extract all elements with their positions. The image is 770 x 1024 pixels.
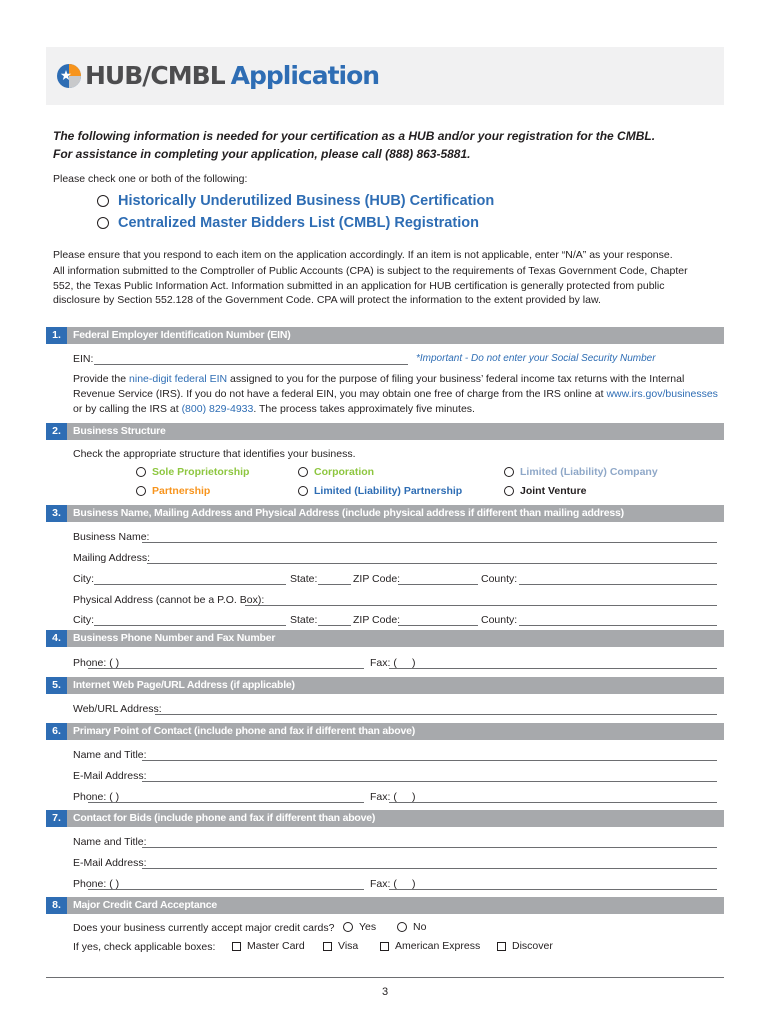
logo xyxy=(56,61,379,90)
ein-help-text: Provide the xyxy=(73,373,130,385)
option-label: Joint Venture xyxy=(520,485,587,497)
ein-help-text: assigned to you for the purpose of filing your business’ federal income tax returns with the Internal xyxy=(227,373,685,385)
instruction-paragraph-2: All information submitted to the Comptroller of Public Accounts (CPA) is subject to the requirements of Texas Government Code, Chapter 552, the Texas Public Information Act. Information submitted in an application for HUB certification is generally protected from public disclosure by Section 552.128 of the Government Code. CPA will protect the information to the extent provided by law. xyxy=(53,265,688,306)
mailing-address-input[interactable] xyxy=(147,563,717,564)
hub-certification-label: Historically Underutilized Business (HUB) Certification xyxy=(118,193,495,209)
option-label: Yes xyxy=(359,921,377,933)
intro-text xyxy=(53,127,655,163)
state-label: State: xyxy=(290,573,318,585)
section-title: Federal Employer Identification Number (EIN) xyxy=(73,329,291,341)
ein-help-line-3 xyxy=(73,403,475,415)
instruction-paragraph-1: Please ensure that you respond to each item on the application accordingly. If an item is not applicable, enter “N/A” as your response. xyxy=(53,249,673,261)
option-label: Partnership xyxy=(152,485,211,497)
bids-name-title-label: Name and Title: xyxy=(73,836,147,848)
llc-option[interactable] xyxy=(504,466,658,478)
ein-label: EIN: xyxy=(73,353,94,365)
ein-warning: *Important - Do not enter your Social Security Number xyxy=(416,353,656,364)
page-number: 3 xyxy=(381,986,389,998)
option-label: No xyxy=(413,921,427,933)
joint-venture-option[interactable] xyxy=(504,485,587,497)
bids-phone-label: Phone: ( ) xyxy=(73,878,120,890)
mastercard-checkbox[interactable] xyxy=(232,940,305,952)
checkbox-icon[interactable] xyxy=(380,942,389,951)
checkbox-icon[interactable] xyxy=(232,942,241,951)
ein-help-line-2 xyxy=(73,388,718,400)
county-label: County: xyxy=(481,573,518,585)
primary-email-input[interactable] xyxy=(142,781,717,782)
section-number: 4. xyxy=(46,630,67,647)
visa-checkbox[interactable] xyxy=(323,940,358,952)
brand-name: HUB/CMBL xyxy=(85,61,225,90)
county-input[interactable] xyxy=(519,584,717,585)
radio-circle-icon[interactable] xyxy=(298,486,308,496)
cmbl-registration-label: Centralized Master Bidders List (CMBL) Registration xyxy=(118,215,479,231)
web-url-label: Web/URL Address: xyxy=(73,703,162,715)
section-2-header xyxy=(46,423,724,440)
radio-circle-icon[interactable] xyxy=(504,467,514,477)
business-fax-input[interactable] xyxy=(389,668,717,669)
radio-circle-icon[interactable] xyxy=(504,486,514,496)
structure-instruction: Check the appropriate structure that identifies your business. xyxy=(73,448,356,460)
corporation-option[interactable] xyxy=(298,466,374,478)
intro-line-2: For assistance in completing your application, please call (888) 863-5881. xyxy=(53,147,471,161)
radio-circle-icon[interactable] xyxy=(298,467,308,477)
credit-yes-option[interactable] xyxy=(343,921,376,933)
ein-help-text: or by calling the IRS at xyxy=(73,403,182,415)
radio-circle-icon[interactable] xyxy=(397,922,407,932)
texas-star-icon xyxy=(56,63,82,89)
section-5-header xyxy=(46,677,724,694)
section-title: Business Structure xyxy=(73,425,166,437)
section-title: Business Phone Number and Fax Number xyxy=(73,632,276,644)
section-number: 8. xyxy=(46,897,67,914)
partnership-option[interactable] xyxy=(136,485,210,497)
primary-name-title-label: Name and Title: xyxy=(73,749,147,761)
primary-name-title-input[interactable] xyxy=(142,760,717,761)
bids-email-label: E-Mail Address: xyxy=(73,857,147,869)
city-label: City: xyxy=(73,614,94,626)
llp-option[interactable] xyxy=(298,485,462,497)
state-input[interactable] xyxy=(318,584,351,585)
business-phone-input[interactable] xyxy=(88,668,364,669)
section-number: 1. xyxy=(46,327,67,344)
irs-phone-link[interactable]: (800) 829-4933 xyxy=(181,403,254,415)
ein-help-text: Revenue Service (IRS). If you do not have a federal EIN, you may obtain one free of charge from the IRS online at xyxy=(73,388,607,400)
section-8-header xyxy=(46,897,724,914)
bids-phone-input[interactable] xyxy=(88,889,364,890)
option-label: Visa xyxy=(338,940,359,952)
irs-website-link[interactable]: www.irs.gov/businesses xyxy=(606,388,718,400)
primary-fax-label: Fax: ( xyxy=(370,791,397,803)
discover-checkbox[interactable] xyxy=(497,940,553,952)
physical-city-input[interactable] xyxy=(94,625,286,626)
option-label: Limited (Liability) Company xyxy=(520,466,658,478)
section-6-header xyxy=(46,723,724,740)
option-label: Limited (Liability) Partnership xyxy=(314,485,463,497)
section-number: 7. xyxy=(46,810,67,827)
check-instruction: Please check one or both of the following: xyxy=(53,173,248,185)
option-label: American Express xyxy=(395,940,481,952)
brand-application: Application xyxy=(230,61,380,90)
section-number: 2. xyxy=(46,423,67,440)
american-express-checkbox[interactable] xyxy=(380,940,480,952)
section-title: Primary Point of Contact (include phone and fax if different than above) xyxy=(73,725,416,737)
county-label: County: xyxy=(481,614,518,626)
fax-paren-close: ) xyxy=(412,791,416,803)
option-label: Master Card xyxy=(247,940,305,952)
section-title: Business Name, Mailing Address and Physical Address (include physical address if different than mailing address) xyxy=(73,507,624,519)
zip-label: ZIP Code: xyxy=(353,614,401,626)
physical-state-input[interactable] xyxy=(318,625,351,626)
fax-paren-close: ) xyxy=(412,657,416,669)
ein-help-line-1 xyxy=(73,373,684,385)
sole-proprietorship-option[interactable] xyxy=(136,466,249,478)
primary-phone-label: Phone: ( ) xyxy=(73,791,120,803)
business-fax-label: Fax: ( xyxy=(370,657,397,669)
physical-address-input[interactable] xyxy=(245,605,717,606)
option-label: Discover xyxy=(512,940,553,952)
zip-input[interactable] xyxy=(398,584,478,585)
web-url-input[interactable] xyxy=(155,714,717,715)
primary-fax-input[interactable] xyxy=(389,802,717,803)
physical-county-input[interactable] xyxy=(519,625,717,626)
business-name-input[interactable] xyxy=(142,542,717,543)
bids-fax-label: Fax: ( xyxy=(370,878,397,890)
section-number: 3. xyxy=(46,505,67,522)
card-types-label: If yes, check applicable boxes: xyxy=(73,941,216,953)
primary-phone-input[interactable] xyxy=(88,802,364,803)
physical-address-label: Physical Address (cannot be a P.O. Box): xyxy=(73,594,265,606)
cmbl-registration-option[interactable] xyxy=(97,215,479,231)
bids-fax-input[interactable] xyxy=(389,889,717,890)
section-number: 5. xyxy=(46,677,67,694)
section-title: Contact for Bids (include phone and fax if different than above) xyxy=(73,812,376,824)
section-title: Major Credit Card Acceptance xyxy=(73,899,217,911)
bids-name-title-input[interactable] xyxy=(142,847,717,848)
option-label: Corporation xyxy=(314,466,375,478)
nine-digit-ein-link[interactable]: nine-digit federal EIN xyxy=(129,373,228,385)
section-3-header xyxy=(46,505,724,522)
ein-input[interactable] xyxy=(94,364,408,365)
checkbox-icon[interactable] xyxy=(497,942,506,951)
checkbox-icon[interactable] xyxy=(323,942,332,951)
credit-card-question: Does your business currently accept major credit cards? xyxy=(73,922,335,934)
mailing-address-label: Mailing Address: xyxy=(73,552,151,564)
radio-circle-icon[interactable] xyxy=(136,486,146,496)
radio-circle-icon[interactable] xyxy=(343,922,353,932)
zip-label: ZIP Code: xyxy=(353,573,401,585)
radio-circle-icon[interactable] xyxy=(136,467,146,477)
primary-email-label: E-Mail Address: xyxy=(73,770,147,782)
state-label: State: xyxy=(290,614,318,626)
business-name-label: Business Name: xyxy=(73,531,150,543)
section-title: Internet Web Page/URL Address (if applicable) xyxy=(73,679,295,691)
option-label: Sole Proprietorship xyxy=(152,466,250,478)
city-input[interactable] xyxy=(94,584,286,585)
section-number: 6. xyxy=(46,723,67,740)
city-label: City: xyxy=(73,573,94,585)
fax-paren-close: ) xyxy=(412,878,416,890)
bids-email-input[interactable] xyxy=(142,868,717,869)
radio-circle-icon[interactable] xyxy=(97,195,109,207)
section-7-header xyxy=(46,810,724,827)
section-4-header xyxy=(46,630,724,647)
business-phone-label: Phone: ( ) xyxy=(73,657,120,669)
credit-no-option[interactable] xyxy=(397,921,426,933)
ein-help-text: . The process takes approximately five minutes. xyxy=(253,403,475,415)
header-banner xyxy=(46,47,724,105)
section-1-header xyxy=(46,327,724,344)
intro-line-1: The following information is needed for your certification as a HUB and/or your registration for the CMBL. xyxy=(53,129,656,143)
footer-divider xyxy=(46,977,724,978)
hub-certification-option[interactable] xyxy=(97,193,494,209)
radio-circle-icon[interactable] xyxy=(97,217,109,229)
physical-zip-input[interactable] xyxy=(398,625,478,626)
